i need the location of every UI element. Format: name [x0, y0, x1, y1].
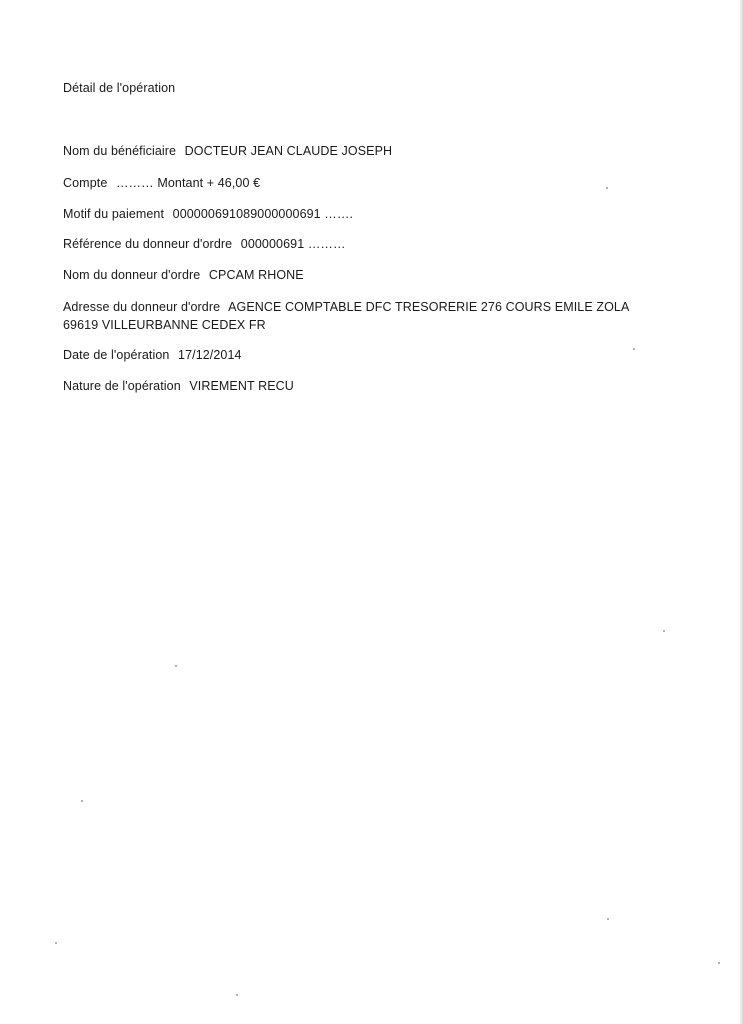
field-operation-date [63, 348, 242, 362]
scan-speck [236, 994, 238, 996]
field-value: VIREMENT RECU [189, 379, 294, 393]
field-label: Date de l'opération [63, 348, 170, 362]
field-ordering-party-name [63, 268, 304, 282]
field-value: AGENCE COMPTABLE DFC TRESORERIE 276 COURS EMILE ZOLA 69619 VILLEURBANNE CEDEX FR [63, 300, 629, 332]
field-account-amount [63, 176, 260, 190]
scan-speck [633, 348, 635, 350]
scan-speck [606, 187, 608, 189]
field-label: Motif du paiement [63, 207, 165, 221]
field-label: Nom du bénéficiaire [63, 144, 177, 158]
scan-speck [55, 942, 57, 944]
field-label: Compte [63, 176, 108, 190]
field-label: Nature de l'opération [63, 379, 181, 393]
scan-speck [81, 800, 83, 802]
field-value: DOCTEUR JEAN CLAUDE JOSEPH [184, 144, 393, 158]
document-title: Détail de l'opération [63, 81, 176, 95]
field-value: 000000691089000000691 ……. [172, 207, 354, 221]
field-label: Adresse du donneur d'ordre [63, 300, 221, 314]
field-operation-type [63, 379, 294, 393]
scan-speck [718, 962, 720, 964]
field-label: Nom du donneur d'ordre [63, 268, 201, 282]
field-value: 17/12/2014 [178, 348, 242, 362]
field-ordering-party-reference [63, 237, 346, 251]
field-ordering-party-address [63, 298, 663, 334]
field-value: CPCAM RHONE [208, 268, 304, 282]
scan-speck [663, 630, 665, 632]
field-value: 000000691 ……… [240, 237, 346, 251]
field-label: Référence du donneur d'ordre [63, 237, 233, 251]
field-beneficiary-name [63, 144, 392, 158]
field-value: ……… Montant + 46,00 € [115, 176, 261, 190]
field-payment-reason [63, 207, 353, 221]
scan-speck [175, 665, 177, 667]
scan-speck [607, 918, 609, 920]
